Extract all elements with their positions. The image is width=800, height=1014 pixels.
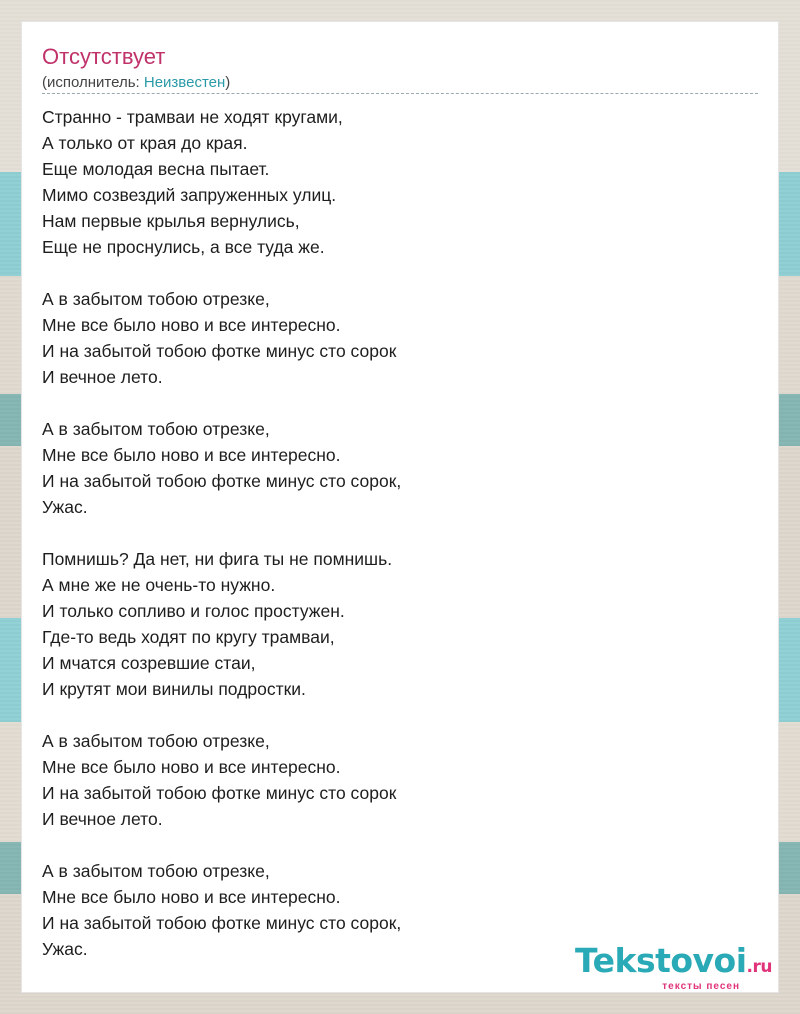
lyric-line: И только сопливо и голос простужен. [42, 601, 345, 621]
song-title: Отсутствует [42, 44, 166, 69]
lyric-line: А мне же не очень-то нужно. [42, 575, 276, 595]
lyric-line: И вечное лето. [42, 367, 163, 387]
lyrics-card [22, 22, 778, 992]
lyric-line: Мне все было ново и все интересно. [42, 887, 341, 907]
logo-main-text: Tekstovoi [575, 941, 747, 980]
lyric-line: Странно - трамваи не ходят кругами, [42, 107, 343, 127]
lyric-line: И крутят мои винилы подростки. [42, 679, 306, 699]
lyric-line: Мимо созвездий запруженных улиц. [42, 185, 337, 205]
stanza-break [42, 520, 758, 546]
lyric-line: Ужас. [42, 497, 88, 517]
lyric-line: Мне все было ново и все интересно. [42, 445, 341, 465]
artist-line [42, 74, 230, 91]
logo-tagline: тексты песен [662, 981, 740, 992]
lyric-line: И на забытой тобою фотке минус сто сорок [42, 341, 397, 361]
artist-suffix: ) [225, 74, 231, 91]
stanza-break [42, 832, 758, 858]
lyric-line: Помнишь? Да нет, ни фига ты не помнишь. [42, 549, 393, 569]
logo-tld: .ru [746, 957, 772, 977]
lyric-line: А в забытом тобою отрезке, [42, 731, 270, 751]
lyric-line: Где-то ведь ходят по кругу трамваи, [42, 627, 335, 647]
lyric-line: Мне все было ново и все интересно. [42, 315, 341, 335]
artist-prefix: (исполнитель: [42, 74, 144, 91]
artist-link[interactable]: Неизвестен [143, 74, 226, 91]
lyric-line: А в забытом тобою отрезке, [42, 861, 270, 881]
stanza-break [42, 390, 758, 416]
lyric-line: Мне все было ново и все интересно. [42, 757, 341, 777]
lyric-line: А в забытом тобою отрезке, [42, 289, 270, 309]
lyric-line: А в забытом тобою отрезке, [42, 419, 270, 439]
lyric-line: И мчатся созревшие стаи, [42, 653, 256, 673]
lyric-line: А только от края до края. [42, 133, 248, 153]
lyric-line: Еще не проснулись, а все туда же. [42, 237, 325, 257]
stanza-break [42, 260, 758, 286]
lyric-line: И на забытой тобою фотке минус сто сорок, [42, 471, 402, 491]
lyric-line: И на забытой тобою фотке минус сто сорок [42, 783, 397, 803]
lyric-line: И вечное лето. [42, 809, 163, 829]
stanza-break [42, 702, 758, 728]
lyric-line: Еще молодая весна пытает. [42, 159, 270, 179]
lyric-line: Нам первые крылья вернулись, [42, 211, 300, 231]
lyric-line: Ужас. [42, 939, 88, 959]
site-logo[interactable] [575, 941, 772, 992]
divider [42, 93, 758, 94]
lyric-line: И на забытой тобою фотке минус сто сорок, [42, 913, 402, 933]
lyrics-text [42, 104, 758, 962]
